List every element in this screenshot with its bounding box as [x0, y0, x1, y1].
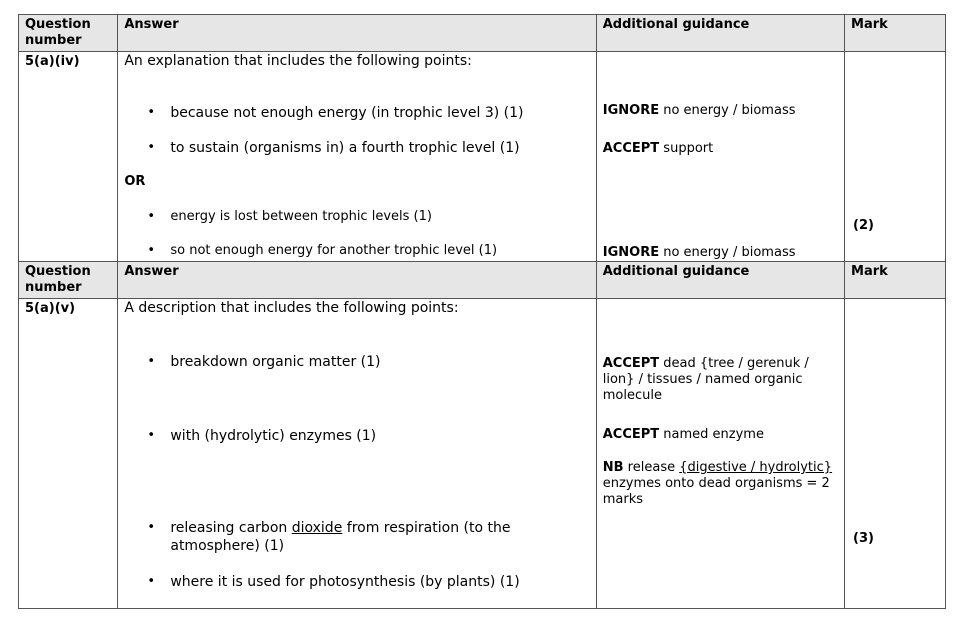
- header-question-number: Question number: [19, 15, 118, 52]
- guidance-note: ACCEPT named enzyme: [602, 427, 764, 442]
- answer-point: • energy is lost between trophic levels (1): [147, 209, 432, 224]
- guidance-note: NB release {digestive / hydrolytic} enzymes onto dead organisms = 2 marks: [602, 460, 833, 507]
- header-mark: Mark: [845, 262, 946, 299]
- header-row: [19, 262, 946, 299]
- header-row: [19, 15, 946, 52]
- header-answer: Answer: [118, 15, 596, 52]
- answer-or: OR: [124, 174, 146, 189]
- header-guidance: Additional guidance: [596, 15, 844, 52]
- guidance-note: IGNORE no energy / biomass: [602, 103, 796, 118]
- answer-point: • so not enough energy for another trophic level (1): [147, 243, 498, 258]
- guidance-note: IGNORE no energy / biomass: [602, 245, 796, 260]
- question-number: 5(a)(iv): [25, 54, 80, 69]
- answer-point: • with (hydrolytic) enzymes (1): [147, 428, 377, 444]
- question-number: 5(a)(v): [25, 301, 76, 316]
- answer-point: • releasing carbon dioxide from respiration (to the atmosphere) (1): [147, 520, 511, 554]
- question-row-5aiv: [19, 52, 946, 262]
- question-row-5av: [19, 299, 946, 609]
- answer-lead: An explanation that includes the following points:: [124, 53, 472, 69]
- answer-lead: A description that includes the following points:: [124, 300, 459, 316]
- mark-value: (2): [853, 218, 874, 233]
- answer-point: • breakdown organic matter (1): [147, 354, 381, 370]
- mark-value: (3): [853, 531, 874, 546]
- answer-point: • because not enough energy (in trophic level 3) (1): [147, 105, 524, 121]
- answer-point: • to sustain (organisms in) a fourth trophic level (1): [147, 140, 520, 156]
- guidance-note: ACCEPT dead {tree / gerenuk / lion} / tissues / named organic molecule: [602, 356, 809, 403]
- header-question-number: Question number: [19, 262, 118, 299]
- guidance-note: ACCEPT support: [602, 141, 714, 156]
- header-guidance: Additional guidance: [596, 262, 844, 299]
- answer-point: • where it is used for photosynthesis (by plants) (1): [147, 574, 520, 590]
- header-answer: Answer: [118, 262, 596, 299]
- mark-scheme-table: [18, 14, 946, 609]
- header-mark: Mark: [845, 15, 946, 52]
